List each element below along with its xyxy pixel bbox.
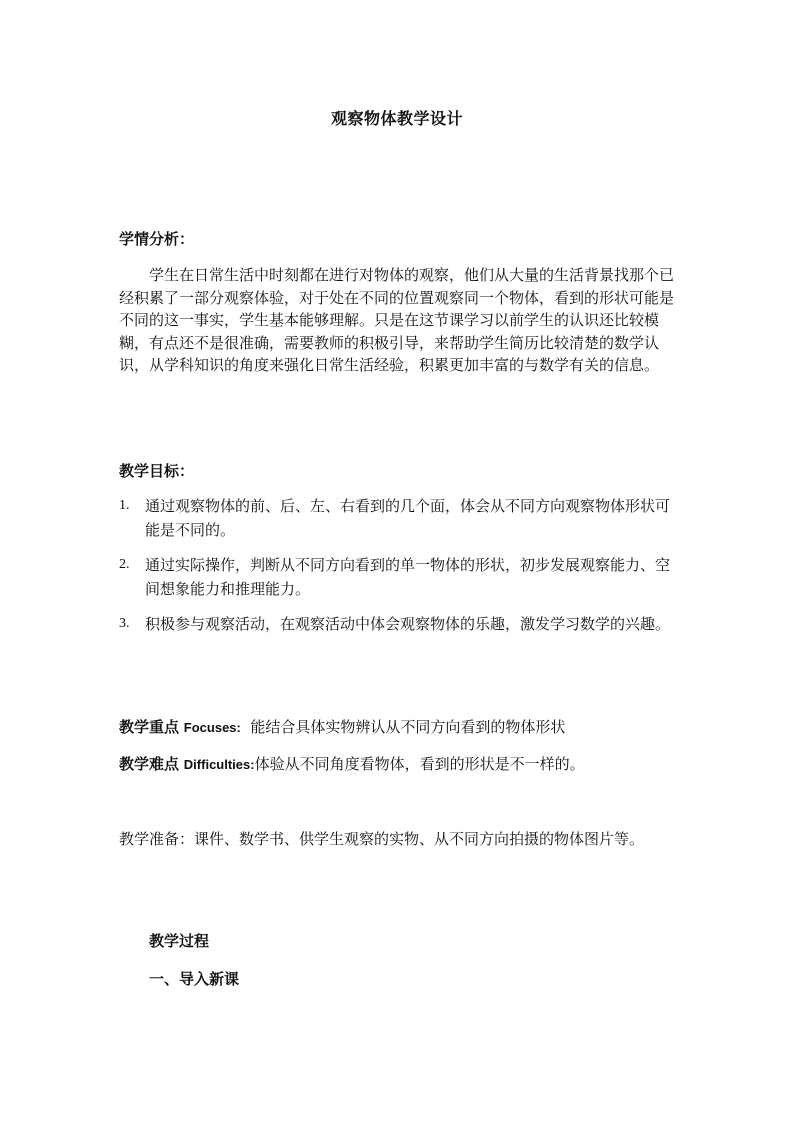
- analysis-heading: 学情分析：: [119, 230, 195, 248]
- focus-line: [119, 716, 565, 737]
- objective-text: 通过实际操作，判断从不同方向看到的单一物体的形状，初步发展观察能力、空间想象能力和推理能力。: [145, 556, 671, 598]
- focus-text: 能结合具体实物辨认从不同方向看到的物体形状: [250, 718, 566, 736]
- objective-text: 通过观察物体的前、后、左、右看到的几个面，体会从不同方向观察物体形状可能是不同的。: [145, 497, 671, 539]
- process-heading: 教学过程: [149, 932, 210, 950]
- difficulty-label-cn: 教学难点: [119, 755, 180, 773]
- analysis-paragraph: [119, 264, 675, 377]
- difficulty-text: 体验从不同角度看物体，看到的形状是不一样的。: [254, 755, 585, 773]
- objective-item: [119, 553, 675, 601]
- objectives-heading: 教学目标：: [119, 462, 195, 480]
- focus-label-cn: 教学重点: [119, 718, 180, 736]
- objectives-list: [119, 494, 675, 647]
- document-title: 观察物体教学设计: [330, 109, 463, 128]
- focus-label-en: Focuses:: [183, 720, 241, 735]
- process-step-1: 一、导入新课: [149, 970, 240, 988]
- analysis-text: 学生在日常生活中时刻都在进行对物体的观察，他们从大量的生活背景找那个已经积累了一部分观察体验，对于处在不同的位置观察同一个物体，看到的形状可能是不同的这一事实，学生基本能够理解。只是在这节课学习以前学生的认识还比较模糊，有点还不是很准确，需要教师的积极引导，来帮助学生简历比较清楚的数学认识，从学科知识的角度来强化日常生活经验，积累更加丰富的与数学有关的信息。: [119, 266, 675, 374]
- preparation-paragraph: 教学准备：课件、数学书、供学生观察的实物、从不同方向拍摄的物体图片等。: [119, 830, 645, 848]
- objective-number: 1.: [119, 498, 130, 513]
- objective-item: [119, 494, 675, 542]
- difficulty-label-en: Difficulties:: [183, 757, 255, 772]
- objective-number: 2.: [119, 557, 130, 572]
- objective-number: 3.: [119, 616, 130, 631]
- difficulty-line: [119, 753, 585, 774]
- objective-item: [119, 612, 675, 636]
- objective-text: 积极参与观察活动，在观察活动中体会观察物体的乐趣，激发学习数学的兴趣。: [145, 615, 671, 633]
